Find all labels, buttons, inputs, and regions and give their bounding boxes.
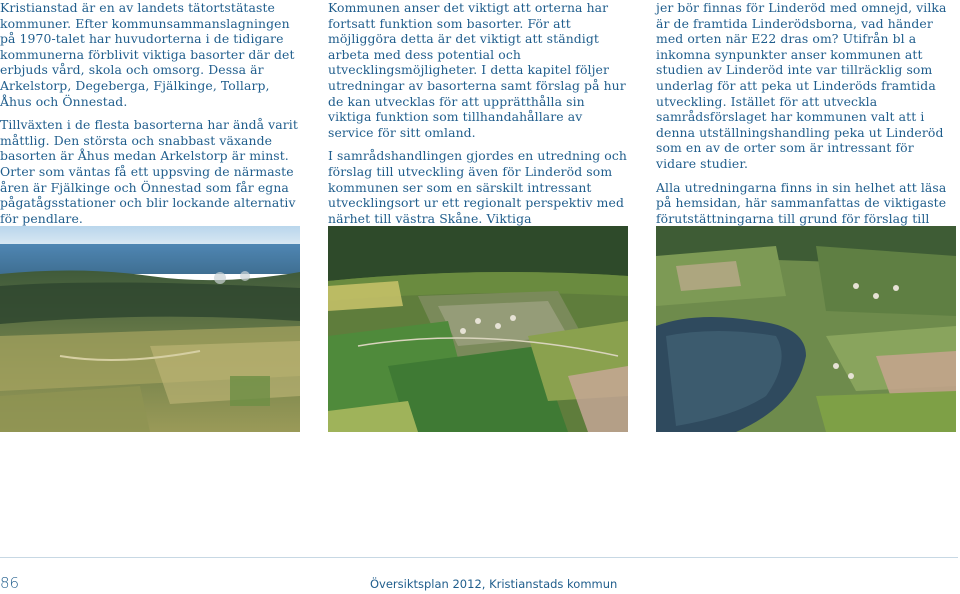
footer-publication: Översiktsplan 2012, Kristianstads kommun — [370, 577, 618, 591]
aerial-photo-lake — [656, 226, 956, 432]
paragraph: Kristianstad är en av landets tätortstätaste kommuner. Efter kommunsammanslagningen på 1970-talet har huvudorterna i de tidigare kommunerna förblivit viktiga basorter där det erbjuds vård, skola och omsorg. Dessa är Arkelstorp, Degeberga, Fjälkinge, Tollarp, Åhus och Önnestad. — [0, 0, 295, 109]
aerial-photo-lake-image — [656, 226, 956, 432]
text-column-2 — [328, 0, 628, 250]
aerial-photo-village-image — [328, 226, 628, 432]
footer-divider — [0, 557, 958, 558]
paragraph: I samrådshandlingen gjordes en utredning och förslag till utveckling även för Linderöd som kommunen ser som en särskilt intressant utvecklingsort ur ett regionalt perspektiv med närhet till västra Skåne. Viktiga — [328, 148, 627, 226]
paragraph: jer bör finnas för Linderöd med omnejd, vilka är de framtida Linderödsborna, vad händer med orten när E22 dras om? Utifrån bl a inkomna synpunkter anser kommunen att studien av Linderöd inte var tillräcklig som underlag för att peka ut Linderöds framtida utveckling. Istället för att utveckla samrådsförslaget har kommunen valt att i denna utställningshandling peka ut Linderöd som en av de orter som är intressant för vidare studier. — [656, 0, 947, 171]
text-column-1 — [0, 0, 300, 234]
text-column-3 — [656, 0, 956, 250]
aerial-photo-coast-image — [0, 226, 300, 432]
paragraph: Tillväxten i de flesta basorterna har ändå varit måttlig. Den största och snabbast växande basorten är Åhus medan Arkelstorp är minst. Orter som väntas få ett uppsving de närmaste åren är Fjälkinge och Önnestad som får egna pågatågsstationer och blir lockande alternativ för pendlare. — [0, 117, 298, 226]
aerial-photo-village — [328, 226, 628, 432]
paragraph: Kommunen anser det viktigt att orterna har fortsatt funktion som basorter. För att möjliggöra detta är det viktigt att ständigt arbeta med dess potential och utvecklingsmöjligheter. I detta kapitel följer utredningar av basorterna samt förslag på hur de kan utvecklas för att upprätthålla sin viktiga funktion som tillhandahållare av service för sitt omland. — [328, 0, 626, 140]
aerial-photo-coast — [0, 226, 300, 432]
page-number: 86 — [0, 574, 20, 592]
paragraph: Alla utredningarna finns in sin helhet att läsa på hemsidan, här sammanfattas de viktigaste förutstättningarna till grund för förslag till — [656, 179, 947, 226]
